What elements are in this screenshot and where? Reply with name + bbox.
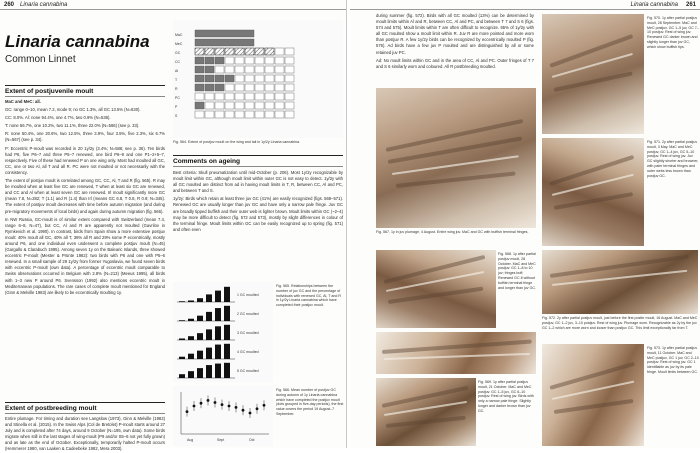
paragraph: In NW Russia, GC-moult is of similar extent compared with Switzerland (mean 7.4, range 6–8, N=47), but CC, Al and R are apparently not moulted (Gavrilov in Rymkevich et al. 1990). In contrast, birds from Spain show a more extensive postjuv moult: 40% moult all GC, 40% all T, 36% all R and 29% some P eccentrically, mostly around P6, and one individual even underwent a complete postjuv moult (N=45) (Gargallo & Clarabuch 1995). Among seven 1y on the Balearic Islands, three showed eccentric P-moult (Mester & Prünte 1982): two birds with P6 and one with P5–6 renewed. In a small sample of 29 1y/2y from former Yugoslavia, we found seven birds with eccentric P-moult (own data). A percentage of eccentric moult comparable to Swiss observations occurred in Belgium with 2.8% (N=213) (Meeus 1995), all birds with 1–3 new P around P6. Svensson (1992) also mentions eccentric moult in Mediterranean populations. The rare cases of complete moult mentioned for England (Ginn & Melville 1983) are likely to be eccentrically moulting 1y. [5,216,165,295]
grid-cell [245,93,254,100]
grid-cell [225,48,234,55]
grid-cell [245,66,254,73]
chart-bar [206,312,212,321]
chart-bar [179,374,185,378]
chart-bar [188,319,194,321]
fig-567-wing-photo [376,88,536,228]
chart-bar [188,336,194,340]
grid-cell [275,102,284,109]
fig-567-caption: Fig. 567. 1y in juv plumage, 4 August. Entire wing juv. MaC and GC with buffish terminal fringes. [376,230,529,234]
grid-cell [285,102,294,109]
grid-cell [205,111,214,118]
grid-row-label: CC [175,60,181,64]
grid-cell [285,48,294,55]
chart-bar [224,363,230,378]
data-point [221,403,224,406]
grid-cell [215,93,224,100]
fig-564-caption: Fig. 564. Extent of postjuv moult on the wing and tail in 1y/2y Linaria cannabina. [173,140,301,144]
grid-row-label: T [175,78,178,82]
grid-cell [195,111,204,118]
grid-cell [265,57,274,64]
grid-cell [285,93,294,100]
postbreeding-heading: Extent of postbreeding moult [5,402,165,414]
grid-cell [205,66,214,73]
grid-cell [235,48,244,55]
fig-565-chart [173,282,273,382]
fig-565-svg [173,282,273,382]
grid-cell [235,57,244,64]
fig-565-caption: Fig. 565. Relationships between the number of juv GC and the percentage of individuals with renewed GC, Al, T and R in 1y/2y Linaria cannabina which have completed their postjuv moult. [276,284,341,308]
chart-bar [179,320,185,321]
grid-cell [215,48,224,55]
postbreeding-text: Entire plumage. For timing and duration see Langslow (1973), Ginn & Melville (1983) and Stinella et al. (2015). In the Swiss Alps (Col de Bretolet) P-moult starts around 27 July and is completed after 74 days, around 9 October (N=195, own data). Some birds migrate when still in the last stages of wing-moult (P9 and/or S5–6 not yet fully grown) and as late as the end of October. Exceptionally, temporarily halted P-moult occurs (Hemmerer 1980, van Laaken & Cadeebeke 1982, Mera 2003). [5,416,165,452]
grid-cell [275,111,284,118]
fig-570-wing-photo [542,14,644,134]
fig-572-wing-photo [376,332,536,374]
grid-cell [275,75,284,82]
chart-bar [215,364,221,378]
grid-cell [205,48,214,55]
grid-cell [195,57,204,64]
comments-heading: Comments on ageing [173,155,343,167]
paragraph: GC: range 0–10, mean 7.2, mode 9; no GC 1.3%, all GC 13.5% (N=630). [5,107,141,113]
chart-bar [215,326,221,340]
data-point [207,399,210,402]
data-point [235,406,238,409]
chart-bar [188,354,194,359]
grid-cell [255,57,264,64]
chart-label: 5 GC moulted [237,369,259,373]
paragraph: Best criteria: Skull pneumatization until mid-October (p. 206). Most 1y/2y recognizable by moult limit within GC, although moult limit within outer GC is not easy to detect. 1y/2y with all GC moulted are distinct from ad in having moult limits in T, R, between CC, Al and PC, and between T and S. [173,170,343,194]
chart-bar [215,308,221,321]
paragraph: R: none 50.4%, one 20.6%, two 12.5%, three 3.9%, four 3.5%, five 2.3%, six 6.7% (N=567) (see p. 34). [5,131,165,143]
grid-cell [255,111,264,118]
x-tick-label: Oct [249,438,255,442]
chart-bar [215,345,221,359]
grid-cell [265,75,274,82]
chart-bar [179,301,185,302]
x-tick-label: Aug [187,438,194,442]
left-running-head [0,0,346,10]
grid-cell [255,66,264,73]
chart-bar [197,316,203,321]
chart-bar [224,287,230,302]
grid-cell [195,93,204,100]
grid-cell [195,66,204,73]
fig-564-diagram [173,20,343,138]
grid-cell [195,30,254,37]
paragraph: MaC and MeC: all. [5,99,41,104]
grid-cell [275,84,284,91]
postjuvenile-heading: Extent of postjuvenile moult [5,85,165,97]
fig-572b-wing-photo [542,250,698,314]
grid-cell [195,102,204,109]
grid-cell [245,57,254,64]
chart-label: 1 GC moulted [237,293,259,297]
grid-cell [245,111,254,118]
data-point [193,405,196,408]
data-point [256,407,259,410]
grid-cell [245,84,254,91]
fig-571-wing-photo [542,138,644,246]
chart-bar [224,344,230,359]
fig-571-caption: Fig. 571. 2y after partial postjuv moult, 3 May. MaC and MeC postjuv, GC 1–4 juv, GC 5–10 postjuv. Rest of wing juv. Juv GC slightly shorter and browner, with paler terminal fringes and outer webs less brown than postjuv GC. [647,140,699,178]
chart-bar [224,306,230,321]
left-page-number: 260 [4,2,15,8]
fig-570-caption: Fig. 570. 1y after partial postjuv moult, 28 September. MaC and MeC postjuv. GC 1–5 juv, GC 7–10 postjuv. Rest of wing juv. Renewed GC darker brown and slightly longer than juv GC, which show buffish tips. [647,16,699,49]
grid-row-label: MeC [175,42,183,46]
paragraph: P: Eccentric P-moult was recorded in 20 1y/2y (3.4%; N=586; see p. 36). Ten birds had P6, five P6–7 and three P5–7 renewed, one bird P6–9 and one P1–2+5–7, respectively. Five of these had renewed P on one wing only. Most had moulted all GC, CC, one or two Al, all T and all R. PC were not moulted or not necessarily with the consistency. [5,145,165,175]
grid-cell [205,75,214,82]
chart-bar [206,348,212,359]
grid-cell [265,102,274,109]
paragraph: Ad: No moult limits within GC and in the area of CC, Al and PC. Outer fringes of T 7 and S 6 similarly worn and coloured. All R postbreeding moulted. [376,57,534,69]
grid-cell [195,48,204,55]
grid-cell [235,111,244,118]
grid-cell [215,84,224,91]
grid-row-label: GC [175,51,181,55]
grid-row-label: PC [175,96,180,100]
grid-cell [235,75,244,82]
grid-cell [265,111,274,118]
grid-row-label: R [175,87,178,91]
grid-cell [225,84,234,91]
x-tick-label: Sept [217,438,225,442]
left-running-title: Linaria cannabina [20,2,68,8]
data-point [186,410,189,413]
data-point [228,405,231,408]
chart-bar [197,368,203,378]
grid-cell [275,66,284,73]
grid-cell [255,93,264,100]
grid-cell [225,93,234,100]
grid-cell [245,48,254,55]
grid-cell [225,111,234,118]
grid-cell [255,75,264,82]
right-text [376,13,534,83]
chart-bar [188,300,194,302]
data-point [242,409,245,412]
grid-cell [235,93,244,100]
data-point [200,402,203,405]
chart-label: 3 GC moulted [237,331,259,335]
species-common-name: Common Linnet [5,54,76,65]
postjuvenile-text [5,99,165,399]
grid-cell [265,66,274,73]
data-point [214,401,217,404]
fig-573-caption: Fig. 573. 1y after partial postjuv moult, 11 October. MaC and MeC postjuv, GC 1 juv, GC 2–10 postjuv. Rest of wing juv. GC 1 identifiable as juv by its pale fringe. Moult limits between GC. [647,346,699,374]
species-title: Linaria cannabina [5,32,150,51]
fig-569-caption: Fig. 569. 1y after partial postjuv moult, 21 October. MaC and MeC postjuv. GC 1–5 juv, GC 6–10 postjuv. Rest of wing juv. Birds with only a narrow pale fringe. Slightly longer and darker brown than juv GC. [478,380,534,413]
grid-cell [225,57,234,64]
chart-bar [206,365,212,378]
grid-cell [205,102,214,109]
fig-566-svg [173,386,273,446]
chart-bar [179,338,185,340]
grid-cell [285,66,294,73]
grid-cell [205,93,214,100]
chart-bar [197,298,203,302]
grid-cell [275,93,284,100]
fig-572-caption: Fig. 572. 2y after partial postjuv moult, just before the first postbr moult, 16 August. MaC and MeC postjuv, GC 1–2 juv, 3–10 postjuv. Rest of wing juv. Plumage worn. Recognizable as 2y by the juv GC 1–2 which are more worn and looser than postjuv GC. This limit exceptionally far from T. [542,316,698,330]
grid-cell [275,48,284,55]
grid-cell [195,39,254,46]
fig-566-caption: Fig. 566. Mean number of postjuv GC during autumn of 1y Linaria cannabina which have completed the postjuv moult (dots grouped in five-day periods), the first value covers the period 19 August–7 September. [276,388,344,416]
grid-cell [275,57,284,64]
grid-cell [245,102,254,109]
chart-label: 2 GC moulted [237,312,259,316]
grid-cell [215,75,224,82]
chart-bar [197,351,203,359]
grid-cell [195,75,204,82]
right-page-number: 261 [685,2,696,8]
data-point [263,404,266,407]
grid-cell [205,57,214,64]
chart-bar [179,357,185,359]
comments-text [173,170,343,278]
grid-cell [215,57,224,64]
grid-cell [255,84,264,91]
grid-cell [215,102,224,109]
grid-cell [215,111,224,118]
grid-cell [265,48,274,55]
fig-568-wing-photo [376,250,496,328]
grid-cell [235,84,244,91]
right-page [350,0,700,448]
chart-bar [188,371,194,378]
grid-row-label: MaC [175,33,183,37]
grid-cell [255,102,264,109]
fig-573-wing-photo [542,344,644,446]
fig-569-wing-photo [376,378,476,446]
left-page [0,0,347,452]
paragraph: The extent of postjuv moult is correlated among GC, CC, Al, T and R (fig. 565). R may be moulted when at least five GC are renewed, T when at least six GC are renewed, and CC and Al when at least seven GC are renewed. Irl moult significantly more GC (mean 7.8, N=282; T (1.1) and R (1.4) than Irl (means GC 6.8, T 0.8, R 0.9; N=345). The extent of postjuv moult decreases with time before autumn migration (and during pre-migratory movements of local birds) and again during autumn migration (fig. 566). [5,178,165,214]
grid-cell [195,84,204,91]
chart-label: 4 GC moulted [237,350,259,354]
grid-cell [285,84,294,91]
grid-cell [245,75,254,82]
chart-bar [224,325,230,340]
grid-cell [255,48,264,55]
wing-tail-grid [173,20,343,138]
right-running-head [350,0,700,10]
grid-cell [235,102,244,109]
grid-cell [225,66,234,73]
grid-cell [205,84,214,91]
grid-cell [285,75,294,82]
chart-bar [215,291,221,302]
grid-cell [285,111,294,118]
grid-cell [215,66,224,73]
data-point [249,412,252,415]
grid-row-label: S [175,114,178,118]
fig-568-caption: Fig. 568. 1y after partial postjuv moult, 28 October. MaC and MeC postjuv. GC 1–8 to 10 juv; fringes buff; Renewed GC 8 without buffish terminal fringe and longer than juv GC. [498,252,536,290]
grid-cell [265,84,274,91]
paragraph: 1y/2y: Birds which retain at least three juv GC (41%) are easily recognized (figs. 568–571). Renewed GC are usually longer than juv GC and have only a narrow pale fringe. Juv GC are broadly tipped buffish and their outer web is lighter brown. Moult limits within GC (~2–4) may be more difficult to detect (fig. 572 and 573), mostly by slight differences in colour of the terminal fringe. Moult limits within GC can be easily recognized up to spring (fig. 571) and often even [173,196,343,232]
right-running-title: Linaria cannabina [630,2,678,8]
chart-bar [197,333,203,340]
fig-566-chart [173,386,273,446]
grid-cell [225,102,234,109]
chart-bar [206,294,212,302]
grid-cell [225,75,234,82]
grid-cell [285,57,294,64]
paragraph: T: none 56.7%, one 10.2%, two 11.1%, three 22.0% (N=566) (see p. 33). [5,123,140,129]
grid-row-label: P [175,105,178,109]
grid-cell [235,66,244,73]
paragraph: during summer (fig. 572). Birds with all GC moulted (13%) can be determined by moult limits within Al and R, between CC, Al and PC, and between T 7 and S 6 (figs. 574 and 575). Moult limits within T are often difficult to recognize. 65% of 1y/2y with all GC moulted show a moult limit within R. Juv R are more pointed and more worn than postjuv R. A few 1y/2y birds can be recognized by eccentrically moulted P (fig. 576). Ad birds have a few juv P moulted and are distinguished by all or some retained juv PC. [376,13,534,55]
paragraph: CC: 8.0%. Al: none 94.4%, one 4.7%, two 0.9% (N=538). [5,115,111,121]
chart-bar [206,329,212,340]
grid-row-label: Al [175,69,179,73]
grid-cell [265,93,274,100]
